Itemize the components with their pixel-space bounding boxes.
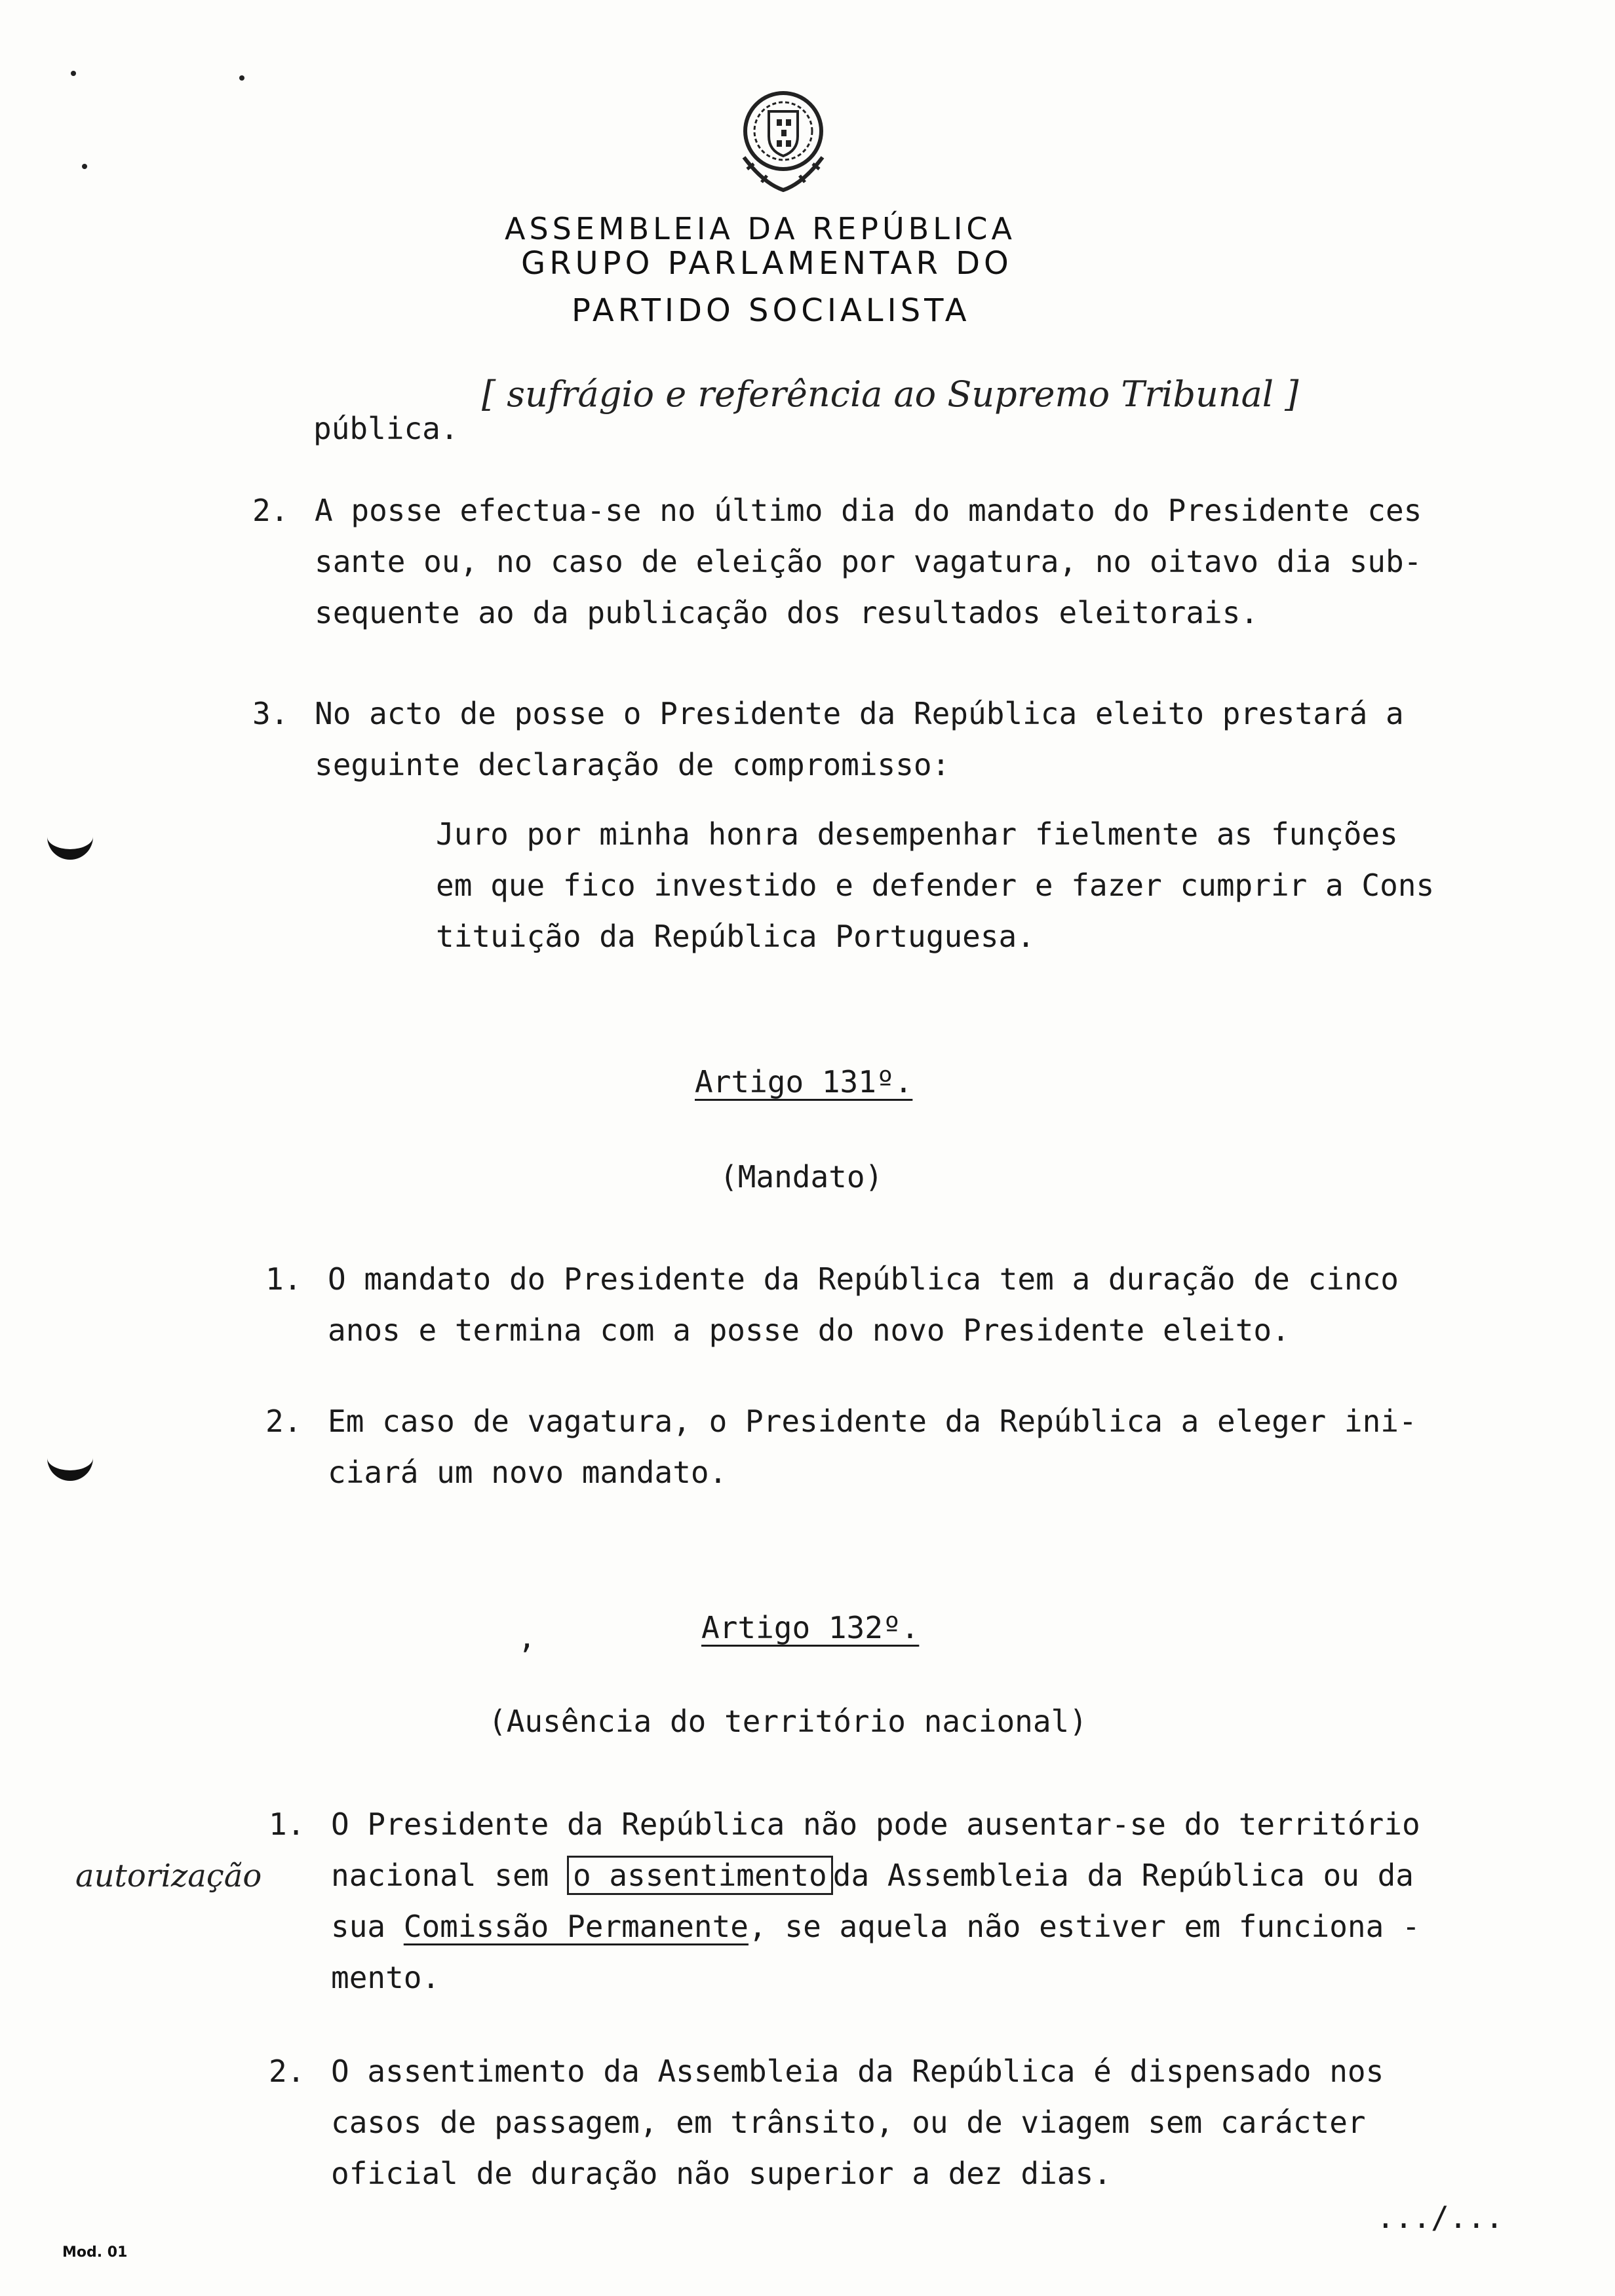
- letterhead-line-1: ASSEMBLEIA DA REPÚBLICA: [505, 211, 1017, 246]
- text-line: O assentimento da Assembleia da República é dispensado nos: [331, 2054, 1384, 2089]
- item-number: 2.: [252, 493, 289, 528]
- form-code: Mod. 01: [62, 2244, 128, 2261]
- article-132-subtitle: (Ausência do território nacional): [488, 1704, 1087, 1739]
- text-line: anos e termina com a posse do novo Presidente eleito.: [328, 1312, 1290, 1348]
- text-line: O Presidente da República não pode ausentar-se do território: [331, 1807, 1420, 1842]
- text-line: ciará um novo mandato.: [328, 1455, 728, 1490]
- article-132-title: Artigo 132º.: [701, 1610, 920, 1645]
- punch-hole-mark: [47, 820, 93, 860]
- underlined-phrase: Comissão Permanente: [403, 1909, 749, 1944]
- handwritten-note: [ sufrágio e referência ao Supremo Tribunal ]: [482, 373, 1299, 415]
- item-number: 2.: [269, 2054, 305, 2089]
- item-2-posse: [252, 485, 1422, 638]
- item-3-compromisso: [252, 688, 1404, 790]
- continuation-mark: .../...: [1376, 2200, 1504, 2235]
- text-line: mento.: [331, 1960, 440, 1995]
- continuation-word: pública.: [313, 411, 459, 446]
- item-number: 1.: [269, 1807, 305, 1842]
- coat-of-arms-emblem: [731, 85, 836, 197]
- text-line: No acto de posse o Presidente da República eleito prestará a: [315, 696, 1404, 731]
- text-segment: nacional sem: [331, 1858, 568, 1893]
- oath-text: [436, 809, 1434, 962]
- text-line: Em caso de vagatura, o Presidente da República a eleger ini-: [328, 1404, 1417, 1439]
- text-segment: , se aquela não estiver em funciona -: [748, 1909, 1420, 1944]
- article-131-item-1: [265, 1253, 1399, 1356]
- text-line: Juro por minha honra desempenhar fielmente as funções: [436, 816, 1398, 852]
- article-132-item-1: [269, 1799, 1420, 2003]
- article-132-item-2: [269, 2046, 1384, 2199]
- boxed-phrase: o assentimento: [567, 1856, 833, 1895]
- margin-handwritten-note: autorização: [75, 1858, 262, 1894]
- text-segment: da Assembleia da República ou da: [832, 1858, 1414, 1893]
- stray-comma: ,: [518, 1620, 536, 1655]
- article-131-subtitle: (Mandato): [720, 1159, 884, 1195]
- text-line: O mandato do Presidente da República tem a duração de cinco: [328, 1261, 1399, 1297]
- speck: [239, 75, 244, 81]
- text-line: em que fico investido e defender e fazer cumprir a Cons: [436, 868, 1435, 903]
- text-line: casos de passagem, em trânsito, ou de viagem sem carácter: [331, 2105, 1366, 2140]
- item-number: 2.: [265, 1404, 302, 1439]
- text-line: sante ou, no caso de eleição por vagatura, no oitavo dia sub-: [315, 544, 1422, 579]
- item-number: 1.: [265, 1261, 302, 1297]
- text-line: sequente ao da publicação dos resultados eleitorais.: [315, 595, 1259, 630]
- text-line: oficial de duração não superior a dez dias.: [331, 2156, 1112, 2191]
- article-131-item-2: [265, 1396, 1417, 1498]
- speck: [71, 71, 76, 76]
- text-segment: sua: [331, 1909, 404, 1944]
- text-line: seguinte declaração de compromisso:: [315, 747, 950, 782]
- punch-hole-mark: [47, 1442, 93, 1481]
- item-number: 3.: [252, 696, 289, 731]
- article-131-title: Artigo 131º.: [695, 1064, 913, 1100]
- text-line: A posse efectua-se no último dia do mandato do Presidente ces: [315, 493, 1422, 528]
- letterhead-line-2: GRUPO PARLAMENTAR DO: [521, 245, 1013, 282]
- text-line: tituição da República Portuguesa.: [436, 919, 1035, 954]
- letterhead-line-3: PARTIDO SOCIALISTA: [572, 292, 971, 329]
- speck: [82, 164, 87, 169]
